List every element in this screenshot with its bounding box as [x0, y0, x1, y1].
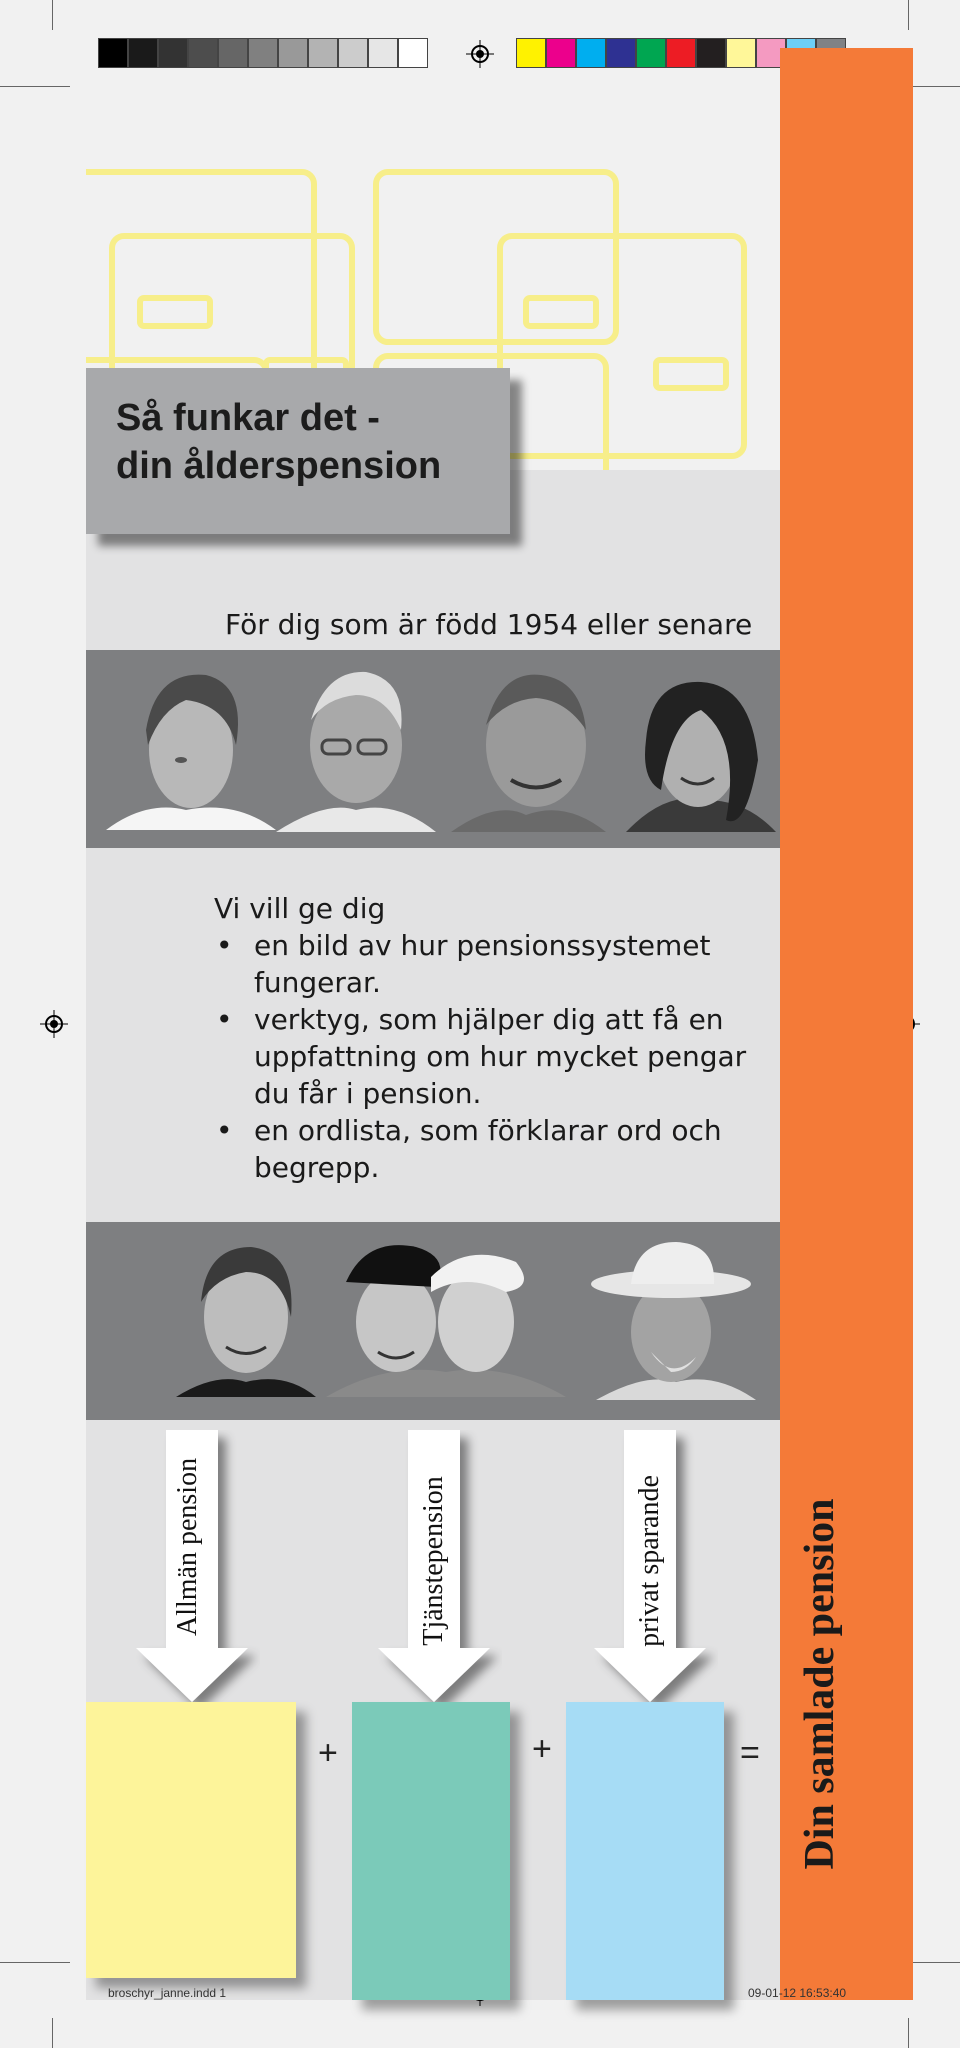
equals-sign: = — [740, 1734, 760, 1772]
color-swatch — [516, 38, 546, 68]
portrait-man-smiling — [451, 675, 606, 832]
portraits-illustration — [86, 650, 780, 848]
color-swatch — [188, 38, 218, 68]
color-swatch — [338, 38, 368, 68]
gray-swatch-bar — [98, 38, 428, 68]
color-swatch — [158, 38, 188, 68]
color-swatch — [696, 38, 726, 68]
color-swatch — [606, 38, 636, 68]
photo-band-bottom — [86, 1222, 780, 1420]
crop-mark — [908, 2018, 909, 2048]
box-privat-sparande — [566, 1702, 724, 2000]
page-title-line-2: din ålderspension — [116, 445, 442, 487]
title-box — [86, 368, 510, 534]
color-swatch — [278, 38, 308, 68]
plus-sign: + — [318, 1734, 338, 1772]
color-swatch — [546, 38, 576, 68]
bullet-item: • en bild av hur pensionssystemet fungerar. — [214, 927, 754, 1001]
color-swatch — [666, 38, 696, 68]
side-title: Din samlade pension — [797, 1498, 843, 1870]
portrait-young-man — [176, 1247, 316, 1397]
portrait-woman-glasses — [276, 672, 436, 832]
color-swatch — [128, 38, 158, 68]
color-swatch — [368, 38, 398, 68]
crop-mark — [0, 1962, 70, 1963]
color-swatch — [636, 38, 666, 68]
subtitle: För dig som är född 1954 eller senare — [225, 608, 753, 641]
photo-band-top — [86, 650, 780, 848]
crop-mark — [908, 0, 909, 30]
box-allman-pension — [86, 1702, 296, 1978]
intro-lead: Vi vill ge dig — [214, 892, 386, 925]
color-swatch — [248, 38, 278, 68]
slug-timestamp: 09-01-12 16:53:40 — [748, 1986, 847, 2000]
crop-mark — [52, 2018, 53, 2048]
color-swatch — [726, 38, 756, 68]
crop-mark — [0, 86, 70, 87]
portrait-boy — [106, 675, 276, 830]
color-swatch — [308, 38, 338, 68]
crop-mark — [52, 0, 53, 30]
portrait-man-hat — [591, 1242, 756, 1400]
color-swatch — [218, 38, 248, 68]
portrait-two-children — [326, 1245, 566, 1397]
portrait-girl — [626, 682, 776, 832]
bullet-item: • en ordlista, som förklarar ord och begrepp. — [214, 1112, 754, 1186]
portraits-illustration — [86, 1222, 780, 1420]
arrow-label-allman: Allmän pension — [172, 1457, 203, 1636]
color-swatch — [576, 38, 606, 68]
arrow-label-tjanste: Tjänstepension — [418, 1476, 449, 1646]
slug-filename: broschyr_janne.indd 1 — [108, 1986, 227, 2000]
intro-text — [214, 890, 754, 1186]
arrow-label-privat: privat sparande — [634, 1475, 665, 1647]
registration-mark-icon — [466, 40, 494, 68]
bullet-item: • verktyg, som hjälper dig att få en uppfattning om hur mycket pengar du får i pension. — [214, 1001, 754, 1112]
page-title-line-1: Så funkar det - — [116, 397, 380, 439]
intro-bullet-list — [214, 927, 754, 1186]
color-swatch — [98, 38, 128, 68]
box-tjanstepension — [352, 1702, 510, 2000]
color-swatch — [398, 38, 428, 68]
plus-sign: + — [532, 1730, 552, 1768]
registration-mark-icon — [40, 1010, 68, 1038]
